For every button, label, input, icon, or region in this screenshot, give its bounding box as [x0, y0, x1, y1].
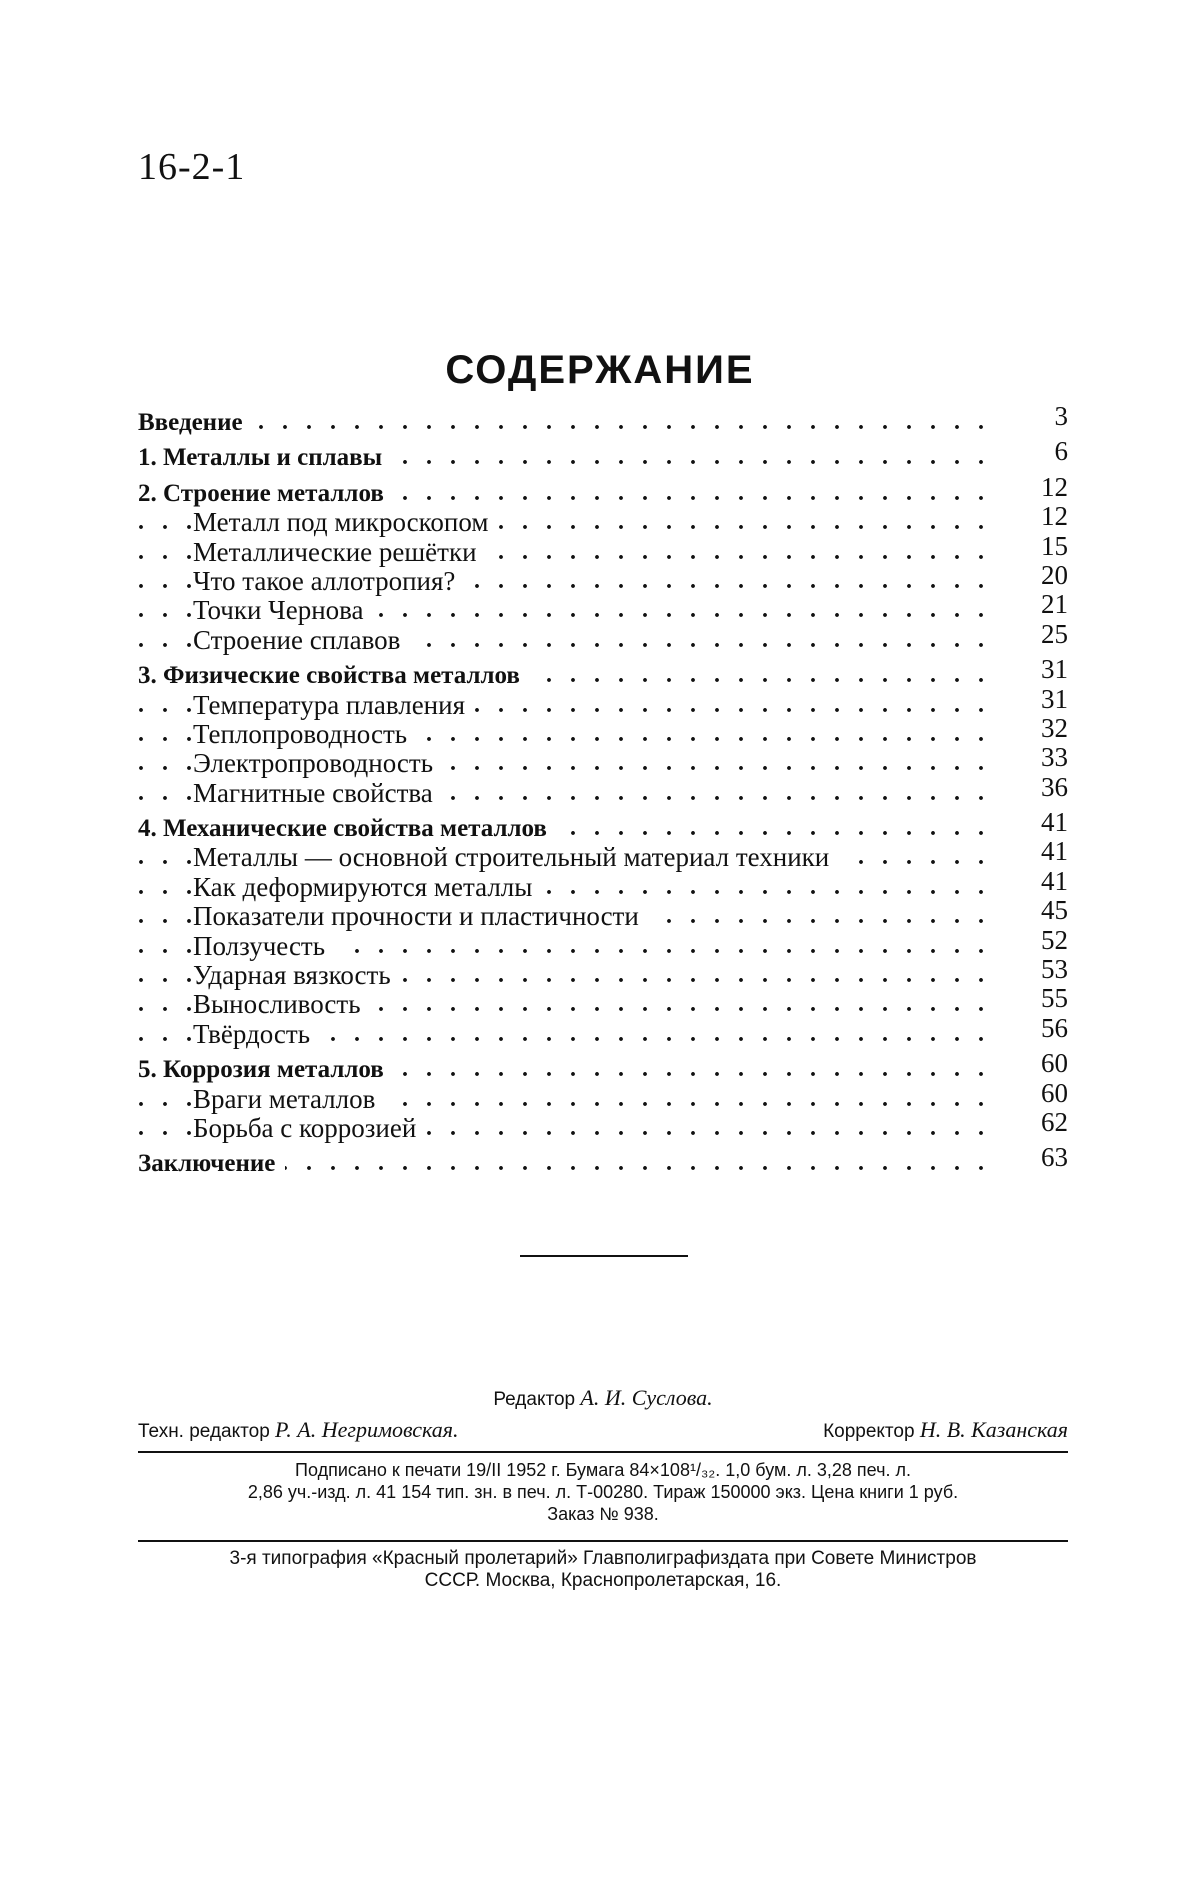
toc-page-number: 41 [1008, 837, 1068, 866]
corrector-name: Н. В. Казанская [920, 1417, 1068, 1442]
toc-leader-dots: ................................... [138, 1149, 998, 1178]
toc-page-number: 25 [1008, 620, 1068, 649]
tech-editor-credit [138, 1417, 459, 1443]
toc-leader-dots: .................... [138, 814, 998, 843]
toc-page-number: 31 [1008, 655, 1068, 684]
toc-section [138, 779, 1068, 808]
toc-page-number: 55 [1008, 984, 1068, 1013]
imprint-rule-bottom [138, 1540, 1068, 1542]
toc-leader-dots: ......................... [138, 443, 998, 472]
printing-house-line-1: 3-я типография «Красный пролетарий» Главполиграфиздата при Совете Министров [138, 1548, 1068, 1570]
toc-section [138, 990, 1068, 1019]
toc-page-number: 36 [1008, 773, 1068, 802]
toc-leader-dots: ........................... [138, 720, 998, 749]
toc-section [138, 932, 1068, 961]
toc-leader-dots: ................................... [138, 1020, 998, 1049]
print-details [138, 1459, 1068, 1525]
table-of-contents [138, 408, 1068, 1179]
toc-section [138, 1085, 1068, 1114]
toc-label: Что такое аллотропия? [193, 567, 465, 596]
toc-section [138, 596, 1068, 625]
toc-section [138, 873, 1068, 902]
toc-label: Ползучесть [193, 932, 335, 961]
toc-page-number: 20 [1008, 561, 1068, 590]
page-title: СОДЕРЖАНИЕ [0, 348, 1200, 393]
toc-section [138, 538, 1068, 567]
toc-label: Электропроводность [193, 749, 443, 778]
toc-leader-dots: ........................... [138, 1114, 998, 1143]
toc-chapter [138, 1055, 1068, 1084]
toc-leader-dots: .................... [138, 661, 998, 690]
toc-leader-dots: ........................... [138, 567, 998, 596]
editor-credit [138, 1385, 1068, 1411]
toc-leader-dots: ........................... [138, 779, 998, 808]
tech-editor-name: Р. А. Негримовская. [275, 1417, 458, 1442]
catalog-code: 16-2-1 [138, 145, 245, 189]
toc-leader-dots: ........................... [138, 1085, 998, 1114]
toc-section [138, 902, 1068, 931]
toc-leader-dots: ........................... [138, 961, 998, 990]
toc-leader-dots: ................................... [138, 932, 998, 961]
toc-label: Твёрдость [193, 1020, 320, 1049]
toc-page-number: 3 [1008, 402, 1068, 431]
separator-rule [520, 1255, 688, 1257]
toc-section [138, 1020, 1068, 1049]
toc-leader-dots: ........................... [138, 626, 998, 655]
toc-section [138, 843, 1068, 872]
toc-label: Строение сплавов [193, 626, 410, 655]
toc-chapter [138, 661, 1068, 690]
editor-label: Редактор [493, 1389, 575, 1410]
toc-label: Введение [138, 408, 253, 437]
toc-leader-dots: ......................... [138, 479, 998, 508]
toc-label: Теплопроводность [193, 720, 417, 749]
printing-house-line-2: СССР. Москва, Краснопролетарская, 16. [138, 1570, 1068, 1592]
toc-page-number: 32 [1008, 714, 1068, 743]
editor-name: А. И. Суслова. [580, 1385, 712, 1410]
toc-page-number: 21 [1008, 590, 1068, 619]
toc-label: Ударная вязкость [193, 961, 401, 990]
toc-page-number: 62 [1008, 1108, 1068, 1137]
toc-chapter [138, 814, 1068, 843]
toc-label: Выносливость [193, 990, 371, 1019]
toc-leader-dots: ........................... [138, 749, 998, 778]
toc-page-number: 53 [1008, 955, 1068, 984]
toc-label: 5. Коррозия металлов [138, 1055, 394, 1084]
tech-editor-label: Техн. редактор [138, 1421, 270, 1442]
toc-page-number: 45 [1008, 896, 1068, 925]
toc-label: 4. Механические свойства металлов [138, 814, 557, 843]
toc-chapter [138, 1149, 1068, 1178]
toc-section [138, 626, 1068, 655]
toc-label: Магнитные свойства [193, 779, 443, 808]
toc-page-number: 60 [1008, 1049, 1068, 1078]
toc-leader-dots: ................................... [138, 408, 998, 437]
toc-section [138, 720, 1068, 749]
toc-chapter [138, 479, 1068, 508]
toc-page-number: 31 [1008, 685, 1068, 714]
toc-page-number: 12 [1008, 502, 1068, 531]
order-number: Заказ № 938. [138, 1503, 1068, 1525]
corrector-label: Корректор [823, 1421, 914, 1442]
toc-page-number: 12 [1008, 473, 1068, 502]
toc-page-number: 56 [1008, 1014, 1068, 1043]
toc-label: Враги металлов [193, 1085, 385, 1114]
toc-leader-dots: ................................... [138, 596, 998, 625]
toc-label: Металлические решётки [193, 538, 487, 567]
print-details-line-2: 2,86 уч.-изд. л. 41 154 тип. зн. в печ. л. Т-00280. Тираж 150000 экз. Цена книги 1 руб. [138, 1481, 1068, 1503]
toc-label: Заключение [138, 1149, 285, 1178]
imprint-rule-top [138, 1451, 1068, 1453]
toc-page-number: 33 [1008, 743, 1068, 772]
toc-page-number: 63 [1008, 1143, 1068, 1172]
toc-chapter [138, 443, 1068, 472]
toc-leader-dots: ........................... [138, 691, 998, 720]
toc-leader-dots: ...................... [138, 873, 998, 902]
toc-page-number: 60 [1008, 1079, 1068, 1108]
toc-leader-dots: ........................... [138, 538, 998, 567]
toc-label: Точки Чернова [193, 596, 374, 625]
toc-section [138, 1114, 1068, 1143]
toc-section [138, 691, 1068, 720]
toc-label: 2. Строение металлов [138, 479, 394, 508]
toc-label: Борьба с коррозией [193, 1114, 426, 1143]
toc-label: 1. Металлы и сплавы [138, 443, 392, 472]
toc-page-number: 15 [1008, 532, 1068, 561]
toc-label: 3. Физические свойства металлов [138, 661, 530, 690]
print-details-line-1: Подписано к печати 19/II 1952 г. Бумага 84×108¹/₃₂. 1,0 бум. л. 3,28 печ. л. [138, 1459, 1068, 1481]
toc-leader-dots: ...................... [138, 508, 998, 537]
toc-section [138, 567, 1068, 596]
toc-label: Температура плавления [193, 691, 475, 720]
toc-label: Металлы — основной строительный материал техники [193, 843, 839, 872]
printing-house [138, 1548, 1068, 1592]
toc-page-number: 41 [1008, 867, 1068, 896]
corrector-credit [823, 1417, 1068, 1443]
toc-label: Показатели прочности и пластичности [193, 902, 649, 931]
toc-section [138, 749, 1068, 778]
toc-leader-dots: ................................... [138, 990, 998, 1019]
toc-section [138, 961, 1068, 990]
toc-page-number: 6 [1008, 437, 1068, 466]
toc-page-number: 41 [1008, 808, 1068, 837]
toc-chapter [138, 408, 1068, 437]
toc-label: Металл под микроскопом [193, 508, 498, 537]
toc-page-number: 52 [1008, 926, 1068, 955]
toc-section [138, 508, 1068, 537]
toc-label: Как деформируются металлы [193, 873, 542, 902]
toc-leader-dots: ......................... [138, 1055, 998, 1084]
